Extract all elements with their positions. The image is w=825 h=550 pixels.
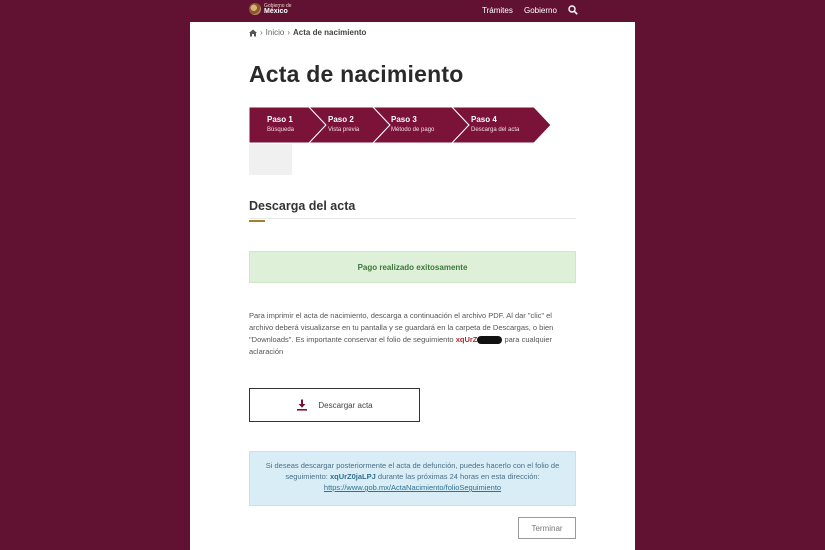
- payment-success-alert: Pago realizado exitosamente: [249, 251, 576, 283]
- step-2: [328, 115, 359, 135]
- download-acta-button[interactable]: [249, 388, 420, 422]
- info-text-1: Si deseas descargar posteriormente el acta de defunción, puedes hacerlo con el folio de seguimiento:: [265, 461, 560, 481]
- logo-line2: México: [264, 8, 288, 15]
- national-seal-icon: [249, 3, 261, 15]
- nav-link-gobierno[interactable]: Gobierno: [524, 6, 557, 15]
- redaction-mark: [477, 336, 502, 344]
- step-title: Paso 2: [328, 115, 354, 124]
- info-text-2: durante las próximas 24 horas en esta dirección:: [377, 472, 540, 481]
- page-title: Acta de nacimiento: [249, 61, 464, 87]
- step-title: Paso 4: [471, 115, 497, 124]
- breadcrumb-home-link[interactable]: Inicio: [265, 28, 285, 37]
- step-subtitle: Búsqueda: [267, 127, 295, 133]
- download-icon: [296, 399, 308, 411]
- download-instructions: [249, 310, 576, 358]
- folio-code: xqUrZ: [455, 335, 478, 344]
- section-divider: [249, 218, 576, 219]
- section-accent-bar: [249, 220, 265, 222]
- progress-stepper: [249, 107, 555, 143]
- search-icon[interactable]: [568, 5, 578, 15]
- logo-line1: Gobierno de: [264, 3, 292, 9]
- breadcrumb: [249, 28, 366, 37]
- placeholder-block: [249, 144, 292, 175]
- step-subtitle: Vista previa: [328, 127, 360, 133]
- download-button-label: Descargar acta: [318, 400, 373, 410]
- breadcrumb-current: Acta de nacimiento: [293, 28, 367, 37]
- finish-button[interactable]: Terminar: [518, 517, 576, 539]
- step-3: [391, 115, 434, 135]
- instructions-text-end: para cualquier aclaración: [249, 335, 552, 356]
- step-subtitle: Descarga del acta: [471, 127, 520, 133]
- tracking-info-alert: [249, 451, 576, 506]
- breadcrumb-separator: ›: [287, 28, 291, 37]
- step-subtitle: Método de pago: [391, 127, 435, 133]
- top-navbar: [0, 0, 825, 22]
- home-icon[interactable]: [249, 29, 257, 37]
- instructions-text: Para imprimir el acta de nacimiento, descarga a continuación el archivo PDF. Al dar "clic" el archivo deberá visualizarse en tu pantalla y se guardará en la carpeta de Descargas, o bien "Downloads". Es importante conservar el folio de seguimiento: [249, 311, 554, 344]
- step-4: [471, 115, 519, 135]
- tracking-url-link[interactable]: https://www.gob.mx/ActaNacimiento/folioSeguimiento: [323, 483, 502, 492]
- gobierno-logo[interactable]: [249, 3, 292, 15]
- step-title: Paso 3: [391, 115, 417, 124]
- section-title: Descarga del acta: [249, 199, 356, 213]
- step-title: Paso 1: [267, 115, 293, 124]
- nav-link-tramites[interactable]: Trámites: [482, 6, 513, 15]
- step-1: [267, 115, 294, 135]
- main-card: [190, 22, 635, 550]
- breadcrumb-separator: ›: [260, 28, 263, 37]
- tracking-code: xqUrZ0jaLPJ: [329, 472, 376, 481]
